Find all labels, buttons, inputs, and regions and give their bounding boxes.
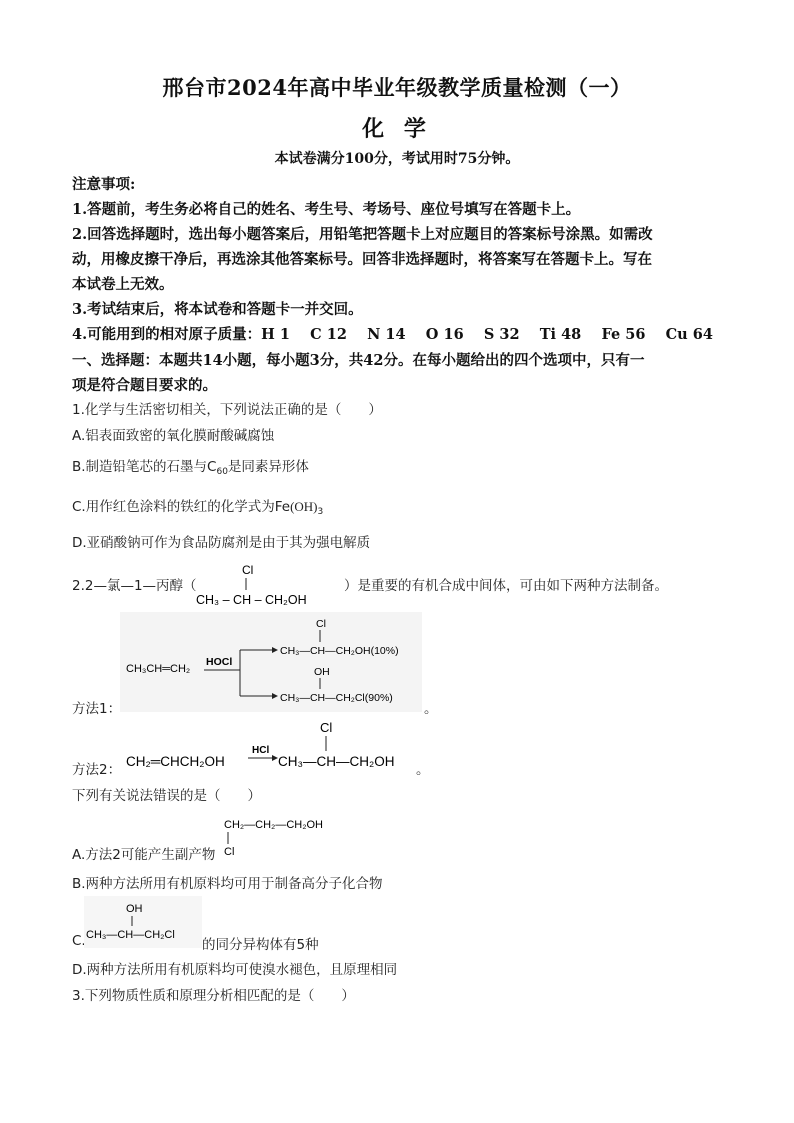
note-line: 1.答题前，考生务必将自己的姓名、考生号、考场号、座位号填写在答题卡上。 — [72, 201, 581, 218]
q2-option-a-structure — [218, 812, 358, 858]
q2-option-c-structure — [84, 896, 202, 948]
q1-option-d: D.亚硝酸钠可作为食品防腐剂是由于其为强电解质 — [72, 535, 371, 551]
structure-main-label: CH₃ – CH – CH₂OH — [196, 593, 307, 607]
section-line: 一、选择题：本题共14小题，每小题3分，共42分。在每小题给出的四个选项中，只有一 — [72, 352, 645, 369]
q2-option-c-pre: C. — [72, 933, 86, 949]
section-heading — [72, 348, 722, 398]
q1-option-c — [72, 495, 323, 517]
q1-option-c-text: C.用作红色涂料的铁红的化学式为Fe — [72, 499, 291, 515]
method2-label: 方法2： — [72, 762, 122, 778]
option-c-struct: CH₃—CH—CH₂Cl — [86, 929, 175, 941]
option-a-struct-sub: Cl — [224, 846, 235, 858]
method1-reagent: HOCl — [206, 656, 233, 668]
note-line: 3.考试结束后，将本试卷和答题卡一并交回。 — [72, 301, 363, 318]
method1-arrowhead-top — [272, 647, 278, 653]
method2-period: 。 — [416, 762, 430, 778]
structure-cl-label: Cl — [242, 563, 254, 577]
method1-prod2-sub: OH — [314, 666, 330, 678]
method1-prod2: CH₃—CH—CH₂Cl(90%) — [280, 692, 393, 704]
q1-option-b — [72, 455, 309, 477]
q1-option-c-sub: 3 — [317, 507, 324, 517]
method1-arrowhead-bottom — [272, 693, 278, 699]
q1-option-a: A.铝表面致密的氧化膜耐酸碱腐蚀 — [72, 428, 275, 444]
note-line: 本试卷上无效。 — [72, 276, 174, 293]
q2-option-c-post: 的同分异构体有5种 — [202, 937, 319, 953]
exam-title: 邢台市2024年高中毕业年级教学质量检测（一） — [162, 75, 632, 100]
q2-prompt: 下列有关说法错误的是（ ） — [72, 788, 261, 804]
method1-prod1-sub: Cl — [316, 618, 326, 630]
q2-stem-post: ）是重要的有机合成中间体，可由如下两种方法制备。 — [344, 578, 668, 594]
q2-option-d: D.两种方法所用有机原料均可使溴水褪色，且原理相同 — [72, 962, 398, 978]
notes-block — [72, 172, 722, 347]
method1-period: 。 — [424, 701, 438, 717]
q2-stem-pre: 2.2—氯—1—丙醇（ — [72, 578, 197, 594]
method1-prod1: CH₃—CH—CH₂OH(10%) — [280, 645, 399, 657]
q1-option-c-formula: (OH) — [290, 499, 318, 514]
method2-reactant: CH₂═CHCH₂OH — [126, 754, 225, 769]
method2-reagent: HCl — [252, 745, 270, 756]
method2-prod: CH₃—CH—CH₂OH — [278, 754, 395, 769]
section-line: 项是符合题目要求的。 — [72, 377, 217, 394]
option-c-struct-sub: OH — [126, 903, 143, 915]
method2-prod-sub: Cl — [320, 720, 333, 735]
q1-option-b-sub: 60 — [216, 467, 228, 477]
exam-info: 本试卷满分100分，考试用时75分钟。 — [274, 151, 520, 167]
q3-stem: 3.下列物质性质和原理分析相匹配的是（ ） — [72, 988, 355, 1004]
q1-stem: 1.化学与生活密切相关，下列说法正确的是（ ） — [72, 402, 382, 418]
q1-option-b-post: 是同素异形体 — [227, 459, 309, 475]
method1-reactant: CH₃CH═CH₂ — [126, 663, 191, 675]
q2-option-b: B.两种方法所用有机原料均可用于制备高分子化合物 — [72, 876, 383, 892]
method1-label: 方法1： — [72, 701, 122, 717]
note-line: 2.回答选择题时，选出每小题答案后，用铅笔把答题卡上对应题目的答案标号涂黑。如需改 — [72, 226, 653, 243]
option-a-struct: CH₂—CH₂—CH₂OH — [224, 819, 323, 831]
method1-scheme — [120, 612, 422, 712]
method2-scheme — [122, 718, 422, 774]
q2-option-a: A.方法2可能产生副产物 — [72, 847, 216, 863]
note-line: 4.可能用到的相对原子质量：H 1 C 12 N 14 O 16 S 32 Ti 48 Fe 56 Cu 64 — [72, 326, 713, 343]
subject-title: 化 学 — [362, 116, 432, 142]
q1-option-b-text: B.制造铅笔芯的石墨与C — [72, 459, 217, 475]
q2-stem-structure — [192, 560, 342, 610]
notes-heading: 注意事项: — [72, 176, 136, 193]
note-line: 动，用橡皮擦干净后，再选涂其他答案标号。回答非选择题时，将答案写在答题卡上。写在 — [72, 251, 652, 268]
